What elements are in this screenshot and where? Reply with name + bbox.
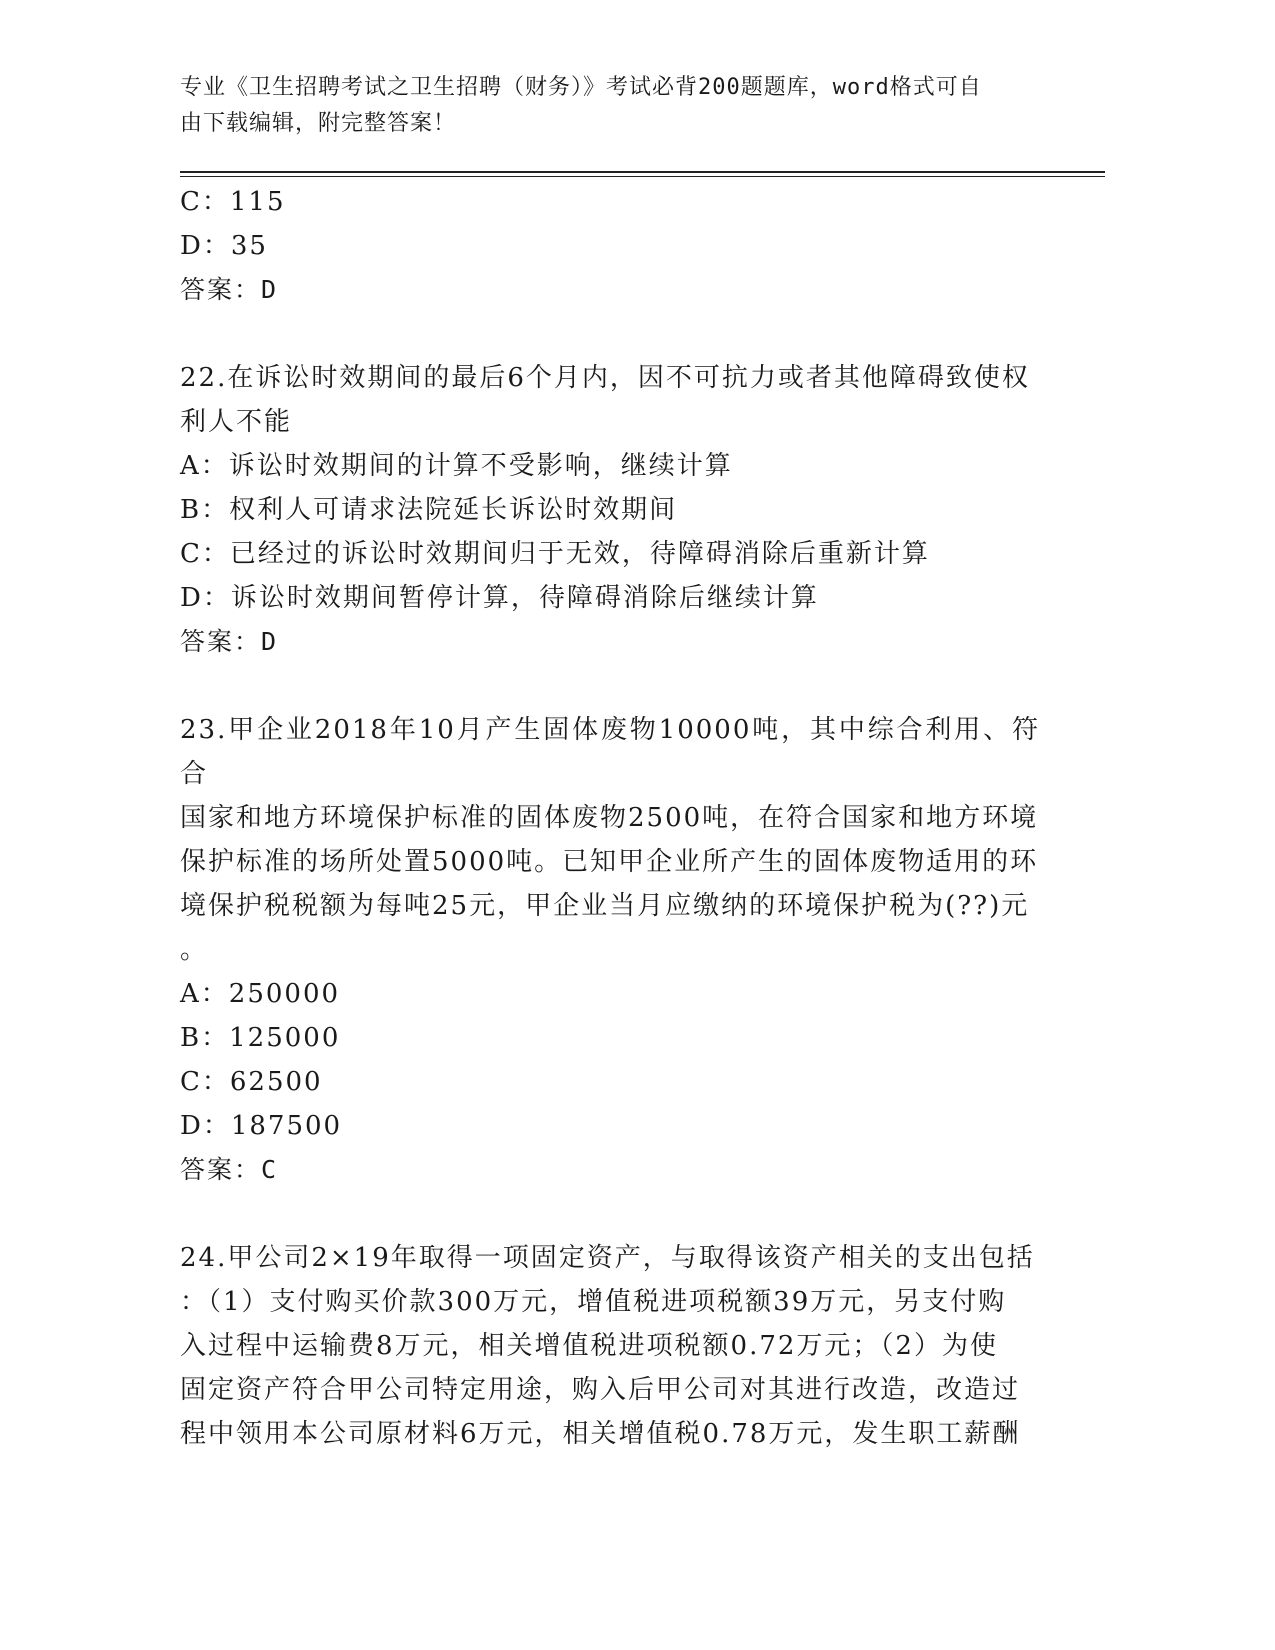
option-c: C：已经过的诉讼时效期间归于无效，待障碍消除后重新计算 [180, 539, 930, 569]
header-title-line-2: 由下载编辑，附完整答案！ [180, 111, 457, 136]
question-list [180, 180, 1040, 1456]
question-stem-line: 程中领用本公司原材料6万元，相关增值税0.78万元，发生职工薪酬 [180, 1419, 1021, 1449]
option-c: C：115 [180, 187, 286, 217]
option-a: A：诉讼时效期间的计算不受影响，继续计算 [180, 451, 733, 481]
answer-line: 答案：C [180, 1155, 279, 1184]
option-d: D：35 [180, 231, 268, 261]
answer-line: 答案：D [180, 627, 279, 656]
question-stem-line: 国家和地方环境保护标准的固体废物2500吨，在符合国家和地方环境 [180, 803, 1039, 833]
option-c: C：62500 [180, 1067, 323, 1097]
spacer [180, 664, 1040, 708]
question-stem-line: 24.甲公司2×19年取得一项固定资产，与取得该资产相关的支出包括 [180, 1243, 1035, 1273]
question-stem-line: 固定资产符合甲公司特定用途，购入后甲公司对其进行改造，改造过 [180, 1375, 1021, 1405]
header-divider-thin [180, 176, 1105, 177]
question-23 [180, 708, 1040, 1192]
question-stem-line: 保护标准的场所处置5000吨。已知甲企业所产生的固体废物适用的环 [180, 847, 1039, 877]
question-stem-line: 境保护税税额为每吨25元，甲企业当月应缴纳的环境保护税为(??)元 [180, 891, 1030, 921]
option-a: A：250000 [180, 979, 341, 1009]
spacer [180, 312, 1040, 356]
header-divider-thick [180, 171, 1105, 173]
question-stem-line: 。 [180, 935, 209, 965]
answer-line: 答案：D [180, 275, 279, 304]
question-22 [180, 356, 1040, 664]
question-24 [180, 1236, 1040, 1456]
question-stem-line: ：（1）支付购买价款300万元，增值税进项税额39万元，另支付购 [180, 1287, 1007, 1317]
question-21-tail [180, 180, 1040, 312]
option-b: B：权利人可请求法院延长诉讼时效期间 [180, 495, 678, 525]
option-b: B：125000 [180, 1023, 341, 1053]
question-stem-line: 23.甲企业2018年10月产生固体废物10000吨，其中综合利用、符合 [180, 715, 1040, 789]
header-title-line-1: 专业《卫生招聘考试之卫生招聘（财务）》考试必背200题题库，word格式可自 [180, 75, 982, 100]
question-stem-line: 入过程中运输费8万元，相关增值税进项税额0.72万元；（2）为使 [180, 1331, 998, 1361]
option-d: D：187500 [180, 1111, 343, 1141]
question-stem-line: 22.在诉讼时效期间的最后6个月内，因不可抗力或者其他障碍致使权 [180, 363, 1030, 393]
document-header [180, 70, 1040, 142]
spacer [180, 1192, 1040, 1236]
option-d: D：诉讼时效期间暂停计算，待障碍消除后继续计算 [180, 583, 819, 613]
question-stem-line: 利人不能 [180, 407, 293, 437]
